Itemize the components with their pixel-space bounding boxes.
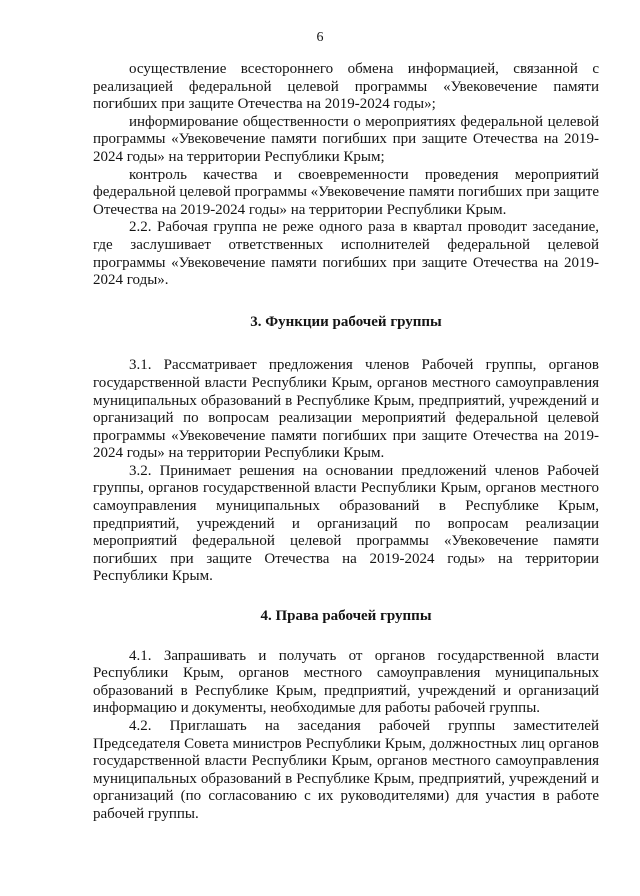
paragraph-2-2: 2.2. Рабочая группа не реже одного раза в квартал проводит заседание, где заслушивает ответственных исполнителей федеральной целевой программы «Увековечение памяти погибших при защите Отечества на 2019-2024 годы». (93, 219, 599, 289)
page-number: 6 (316, 30, 324, 45)
paragraph-info-exchange: осуществление всестороннего обмена информацией, связанной с реализацией федеральной целевой программы «Увековечение памяти погибших при защите Отечества на 2019-2024 годы»; (93, 61, 599, 113)
paragraph-3-2: 3.2. Принимает решения на основании предложений членов Рабочей группы, органов государственной власти Республики Крым, органов местного самоуправления муниципальных образований в Республике Крым, предприятий, учреждений и организаций по вопросам реализации мероприятий федеральной целевой программы «Увековечение памяти погибших при защите Отечества на 2019-2024 годы» на территории Республики Крым. (93, 462, 599, 585)
paragraph-4-1: 4.1. Запрашивать и получать от органов государственной власти Республики Крым, органов местного самоуправления муниципальных образований в Республике Крым, предприятий, учреждений и организаций информацию и документы, необходимые для работы рабочей группы. (93, 647, 599, 717)
paragraph-quality-control: контроль качества и своевременности проведения мероприятий федеральной целевой программы «Увековечение памяти погибших при защите Отечества на 2019-2024 годы» на территории Республики Крым. (93, 166, 599, 218)
paragraph-4-2: 4.2. Приглашать на заседания рабочей группы заместителей Председателя Совета министров Республики Крым, должностных лиц органов государственной власти Республики Крым, органов местного самоуправления муниципальных образований в Республике Крым, предприятий, учреждений и организаций (по согласованию с их руководителями) для участия в работе рабочей группы. (93, 718, 599, 822)
section-3-heading: 3. Функции рабочей группы (250, 313, 442, 330)
document-body (93, 61, 599, 824)
paragraph-public-informing: информирование общественности о мероприятиях федеральной целевой программы «Увековечение памяти погибших при защите Отечества на 2019-2024 годы» на территории Республики Крым; (93, 113, 599, 165)
paragraph-3-1: 3.1. Рассматривает предложения членов Рабочей группы, органов государственной власти Республики Крым, органов местного самоуправления муниципальных образований в Республике Крым, предприятий, учреждений и организаций по вопросам реализации мероприятий федеральной целевой программы «Увековечение памяти погибших при защите Отечества на 2019-2024 годы» на территории Республики Крым. (93, 357, 599, 462)
section-4-heading: 4. Права рабочей группы (260, 608, 432, 625)
